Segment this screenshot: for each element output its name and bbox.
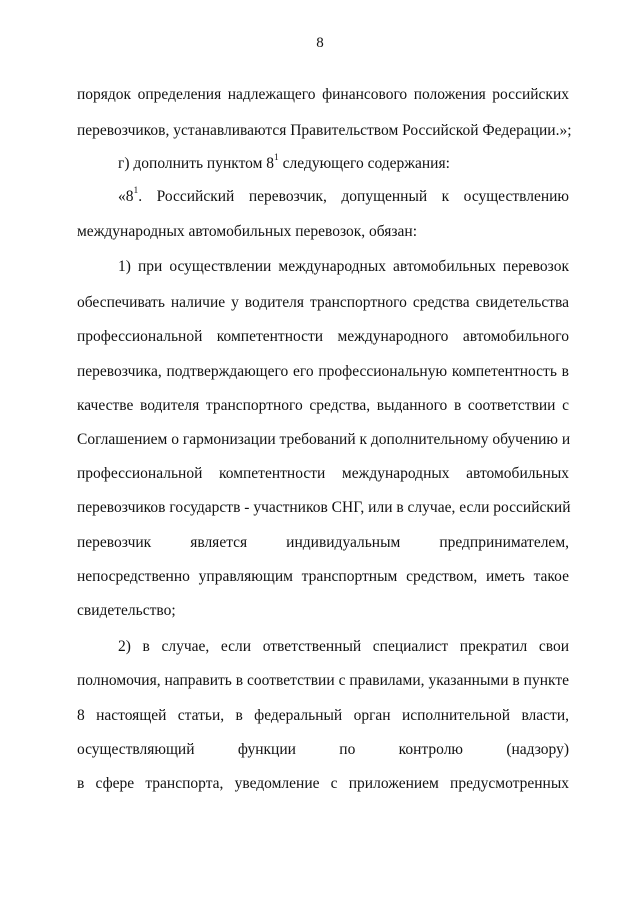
superscript: 1	[133, 185, 139, 196]
text-line: осуществляющий функции по контролю (надзору)	[77, 741, 569, 758]
text-line: Соглашением о гармонизации требований к дополнительному обучению и	[77, 431, 571, 448]
text-segment: г) дополнить пунктом 8	[118, 155, 275, 172]
text-line: полномочия, направить в соответствии с правилами, указанными в пункте	[77, 672, 569, 689]
text-line: 2) в случае, если ответственный специалист прекратил свои	[118, 638, 569, 655]
page-number: 8	[316, 35, 324, 51]
text-segment: «8	[118, 188, 134, 205]
text-line: порядок определения надлежащего финансового положения российских	[77, 86, 569, 103]
text-line: профессиональной компетентности международных автомобильных	[77, 465, 569, 482]
paragraph-g-heading	[118, 154, 569, 174]
paragraph-8-1-start	[118, 187, 569, 207]
text-line: 1) при осуществлении международных автомобильных перевозок	[118, 258, 569, 275]
text-segment: . Российский перевозчик, допущенный к осуществлению	[138, 188, 569, 205]
text-line: перевозчиков государств - участников СНГ, или в случае, если российский	[77, 499, 571, 516]
text-segment: следующего содержания:	[278, 155, 450, 172]
text-line: качестве водителя транспортного средства, выданного в соответствии с	[77, 397, 569, 414]
text-line: профессиональной компетентности международного автомобильного	[77, 328, 569, 345]
text-line: свидетельство;	[77, 602, 176, 619]
text-line: обеспечивать наличие у водителя транспортного средства свидетельства	[77, 294, 569, 311]
text-line: перевозчиков, устанавливаются Правительством Российской Федерации.»;	[77, 122, 572, 139]
text-line: в сфере транспорта, уведомление с приложением предусмотренных	[77, 775, 569, 792]
text-line: непосредственно управляющим транспортным средством, иметь такое	[77, 568, 569, 585]
text-line: 8 настоящей статьи, в федеральный орган исполнительной власти,	[77, 707, 569, 724]
superscript: 1	[274, 152, 279, 163]
text-line: международных автомобильных перевозок, обязан:	[77, 223, 418, 240]
text-line: перевозчика, подтверждающего его профессиональную компетентность в	[77, 363, 569, 380]
text-line: перевозчик является индивидуальным предпринимателем,	[77, 534, 569, 551]
